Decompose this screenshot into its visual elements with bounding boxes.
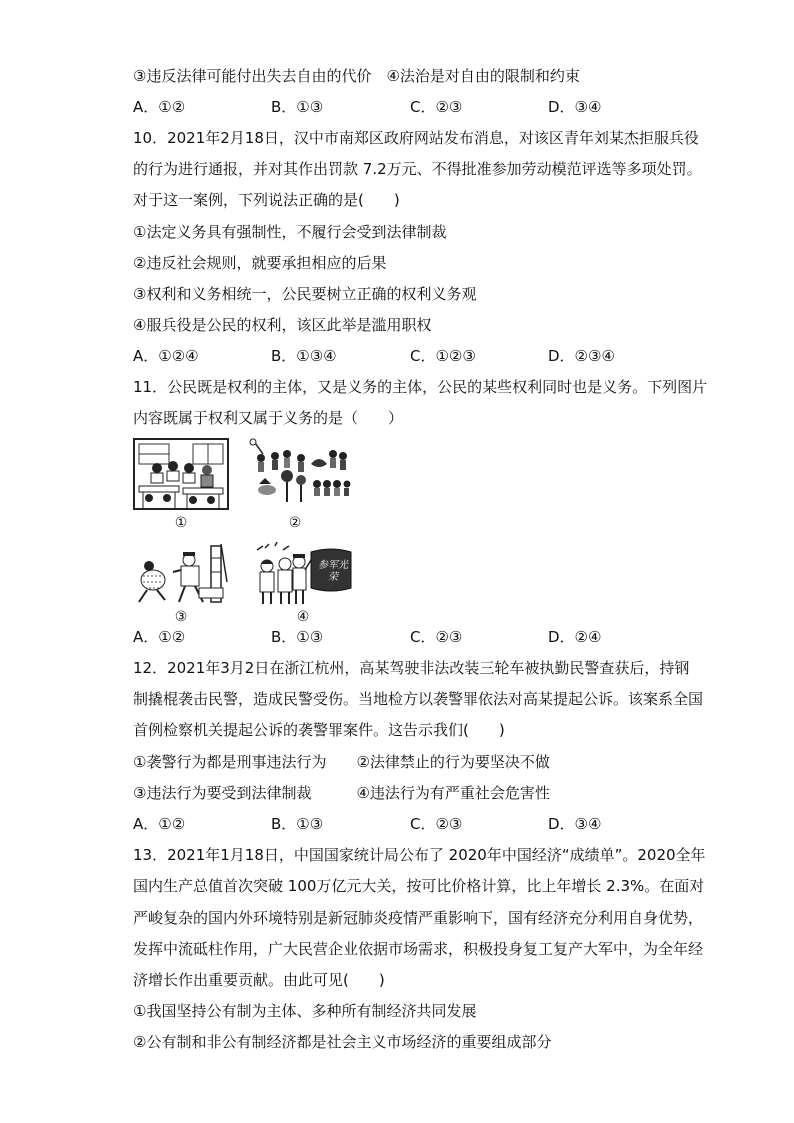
- statement-line: ③违法行为要受到法律制裁 ④违法行为有严重社会危害性: [133, 784, 550, 802]
- question-line: 内容既属于权利又属于义务的是（ ）: [133, 409, 404, 427]
- option-b[interactable]: B．①③: [271, 98, 324, 116]
- option-d[interactable]: D．②③④: [548, 347, 615, 365]
- statement-line: ③权利和义务相统一，公民要树立正确的权利义务观: [133, 285, 477, 303]
- option-d[interactable]: D．③④: [548, 815, 602, 833]
- option-d[interactable]: D．③④: [548, 98, 602, 116]
- statement-line: ①袭警行为都是刑事违法行为 ②法律禁止的行为要坚决不做: [133, 753, 550, 771]
- option-d[interactable]: D．②④: [548, 628, 602, 646]
- option-a[interactable]: A．①②: [133, 815, 186, 833]
- question-line: 严峻复杂的国内外环境特别是新冠肺炎疫情严重影响下，国有经济充分利用自身优势，: [133, 909, 704, 927]
- picture-caption-2: ②: [288, 515, 302, 531]
- question-line: 11．公民既是权利的主体，又是义务的主体，公民的某些权利同时也是义务。下列图片: [133, 378, 708, 396]
- picture-caption-3: ③: [174, 609, 188, 625]
- banner-text: 参军光荣: [318, 560, 348, 583]
- tree-planting-illustration: [245, 436, 351, 508]
- question-line: 制撬棍袭击民警，造成民警受伤。当地检方以袭警罪依法对高某提起公诉。该案系全国: [133, 690, 704, 708]
- picture-caption-4: ④: [296, 609, 310, 625]
- option-a[interactable]: A．①②: [133, 628, 186, 646]
- option-a[interactable]: A．①②: [133, 98, 186, 116]
- statement-line: ②违反社会规则，就要承担相应的后果: [133, 254, 387, 272]
- option-b[interactable]: B．①③: [271, 815, 324, 833]
- question-line: 济增长作出重要贡献。由此可见( ): [133, 971, 385, 989]
- question-line: 10．2021年2月18日，汉中市南郑区政府网站发布消息，对该区青年刘某杰拒服兵役: [133, 129, 699, 147]
- picture-caption-1: ①: [174, 515, 188, 531]
- option-c[interactable]: C．②③: [410, 98, 463, 116]
- option-c[interactable]: C．②③: [410, 815, 463, 833]
- option-b[interactable]: B．①③: [271, 628, 324, 646]
- question-line: 对于这一案例，下列说法正确的是( ): [133, 191, 400, 209]
- question-line: 12．2021年3月2日在浙江杭州，高某驾驶非法改装三轮车被执勤民警查获后，持钢: [133, 659, 690, 677]
- classroom-illustration: [133, 438, 229, 510]
- option-c[interactable]: C．①②③: [410, 347, 476, 365]
- statement-line: ①我国坚持公有制为主体、多种所有制经济共同发展: [133, 1002, 477, 1020]
- question-line: 国内生产总值首次突破 100万亿元大关，按可比价格计算，比上年增长 2.3%。在面对: [133, 877, 705, 895]
- question-line: 发挥中流砥柱作用，广大民营企业依据市场需求，积极投身复工复产大军中，为全年经: [133, 940, 704, 958]
- question-line: 13．2021年1月18日，中国国家统计局公布了 2020年中国经济“成绩单”。2020全年: [133, 846, 706, 864]
- chase-illustration: [133, 542, 229, 606]
- option-a[interactable]: A．①②④: [133, 347, 199, 365]
- question-line: 的行为进行通报，并对其作出罚款 7.2万元、不得批准参加劳动模范评选等多项处罚。: [133, 160, 702, 178]
- option-c[interactable]: C．②③: [410, 628, 463, 646]
- question-line: 首例检察机关提起公诉的袭警罪案件。这告示我们( ): [133, 721, 505, 739]
- statement-line: ①法定义务具有强制性，不履行会受到法律制裁: [133, 223, 447, 241]
- statement-line: ④服兵役是公民的权利，该区此举是滥用职权: [133, 316, 432, 334]
- statement-line: ③违反法律可能付出失去自由的代价 ④法治是对自由的限制和约束: [133, 67, 580, 85]
- option-b[interactable]: B．①③④: [271, 347, 337, 365]
- statement-line: ②公有制和非公有制经济都是社会主义市场经济的重要组成部分: [133, 1033, 552, 1051]
